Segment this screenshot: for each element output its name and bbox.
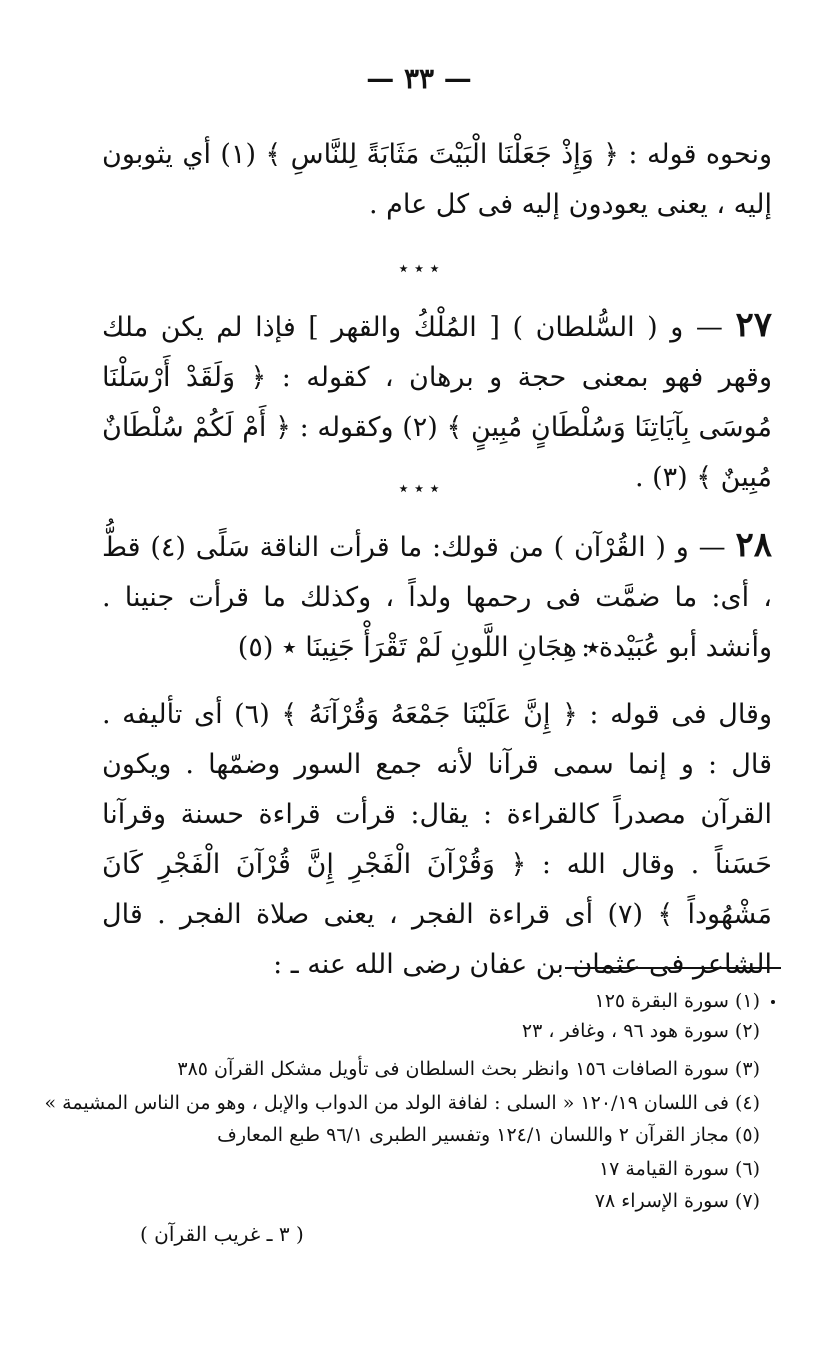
entry-text: — و ( السُّلطان ) [ المُلْكُ والقهر ] فإذا لم يكن ملك وقهر فهو بمعنى حجة و برهان ، كقوله : ﴿ وَلَقَدْ أَرْسَلْنَا مُوسَى بِآيَاتِنَا وَسُلْطَانٍ مُبِينٍ ﴾ (٢) وكقوله : ﴿ أَمْ لَكُمْ سُلْطَانٌ مُبِينٌ ﴾ (٣) . — [102, 312, 772, 493]
paragraph-intro: ونحوه قوله : ﴿ وَإِذْ جَعَلْنَا الْبَيْتَ مَثَابَةً لِلنَّاسِ ﴾ (١) أي يثوبون إليه ، يعنى يعودون إليه فى كل عام . — [102, 139, 772, 220]
poetry-verse: ٭ هِجَانِ اللَّونِ لَمْ تَقْرَأْ جَنِينَا ٭ (٥) — [237, 632, 601, 663]
footnote: (٢) سورة هود ٩٦ ، وغافر ، ٢٣ — [521, 1020, 760, 1042]
entry-number: ٢٨ — [735, 525, 772, 565]
footnote: (٥) مجاز القرآن ٢ واللسان ١٢٤/١ وتفسير الطبرى ٩٦/١ طبع المعارف — [217, 1124, 760, 1146]
signature-mark: ( ٣ ـ غريب القرآن ) — [140, 1222, 304, 1246]
page-number: — ٣٣ — — [366, 62, 472, 95]
entry-text: — و ( القُرْآن ) من قولك: ما قرأت الناقة سَلًى (٤) قطُّ ، أى: ما ضمَّت فى رحمها ولداً ، وكذلك ما قرأت جنينا . وأنشد أبو عُبَيْدة : — [102, 532, 772, 663]
footnote: (٤) فى اللسان ١٢٠/١٩ « السلى : لفافة الولد من الدواب والإبل ، وهو من الناس المشيمة » — [44, 1092, 760, 1114]
divider-dot — [771, 1000, 775, 1004]
footnote-divider — [565, 967, 781, 969]
entry-number: ٢٧ — [735, 305, 773, 345]
footnote: (١) سورة البقرة ١٢٥ — [594, 990, 760, 1012]
paragraph-quran-meaning: وقال فى قوله : ﴿ إِنَّ عَلَيْنَا جَمْعَهُ وَقُرْآنَهُ ﴾ (٦) أى تأليفه . قال : و إنما سمى قرآنا لأنه جمع السور وضمّها . ويكون القرآن مصدراً كالقراءة : يقال: قرأت قراءة حسنة وقرآنا حَسَناً . وقال الله : ﴿ وَقُرْآنَ الْفَجْرِ إِنَّ قُرْآنَ الْفَجْرِ كَانَ مَشْهُوداً ﴾ (٧) أى قراءة الفجر ، يعنى صلاة الفجر . قال الشاعر فى عثمان بن عفان رضى الله عنه ـ : — [102, 699, 773, 980]
footnote: (٣) سورة الصافات ١٥٦ وانظر بحث السلطان فى تأويل مشكل القرآن ٣٨٥ — [177, 1058, 760, 1080]
footnote: (٧) سورة الإسراء ٧٨ — [594, 1190, 760, 1212]
footnote: (٦) سورة القيامة ١٧ — [598, 1158, 760, 1180]
section-separator: ٭ ٭ ٭ — [398, 478, 440, 499]
entry-27 — [102, 300, 772, 503]
section-separator: ٭ ٭ ٭ — [398, 258, 440, 279]
